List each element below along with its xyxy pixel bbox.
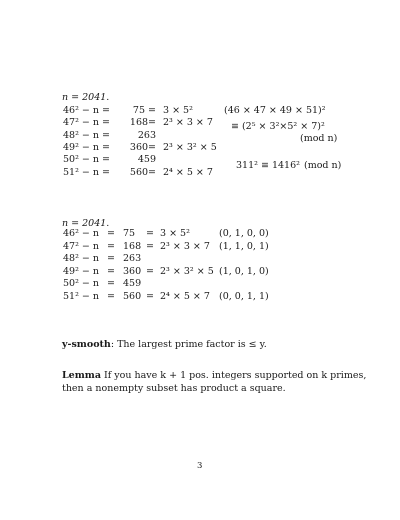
b2-value: 560 (123, 291, 142, 302)
b1-lhs: 46² − n = (63, 105, 110, 116)
b2-eq2: = (146, 265, 154, 277)
b2-value: 360 (123, 265, 142, 277)
lemma-label: Lemma (62, 370, 101, 381)
b2-value: 75 (123, 228, 136, 239)
b1-value: 360= (129, 141, 156, 153)
lemma-line2: then a nonempty subset has product a square. (62, 383, 286, 394)
block1-right-mod1: (mod n) (300, 133, 338, 144)
b2-value: 168 (123, 240, 142, 252)
b1-value: 168= (129, 117, 156, 129)
b2-eq: = (107, 253, 115, 265)
b1-value: 263 (137, 129, 156, 141)
definition-term: y-smooth (62, 339, 111, 350)
b2-lhs: 47² − n (63, 240, 100, 252)
b2-value: 459 (123, 278, 142, 290)
b2-vector: (1, 0, 1, 0) (219, 265, 269, 277)
b2-eq: = (107, 228, 115, 239)
b2-vector: (0, 1, 0, 0) (219, 228, 269, 239)
lemma-line1 (62, 371, 366, 381)
b2-eq2: = (146, 291, 154, 302)
b2-vector: (0, 0, 1, 1) (219, 291, 269, 302)
b1-lhs: 51² − n = (63, 166, 110, 178)
b2-factorization: 2³ × 3 × 7 (160, 240, 210, 252)
b1-factorization: 2⁴ × 5 × 7 (163, 166, 213, 178)
b2-eq: = (107, 240, 115, 252)
page-number: 3 (197, 461, 203, 471)
b2-eq: = (107, 278, 115, 290)
b2-lhs: 51² − n (63, 291, 100, 302)
b2-eq: = (107, 291, 115, 302)
b1-lhs: 50² − n = (63, 154, 110, 166)
b1-factorization: 3 × 5² (163, 105, 193, 116)
definition-line (62, 340, 267, 350)
b2-value: 263 (123, 253, 142, 265)
block1-right-line2: ≡ (2⁵ × 3²×5² × 7)² (231, 121, 325, 132)
b2-eq: = (107, 265, 115, 277)
definition-text: : The largest prime factor is ≤ y. (110, 339, 267, 350)
b1-factorization: 2³ × 3 × 7 (163, 117, 213, 129)
block1-right-mod2: (mod n) (304, 160, 342, 171)
b2-factorization: 3 × 5² (160, 228, 190, 239)
b2-lhs: 48² − n (63, 253, 100, 265)
b1-value: 560= (129, 166, 156, 178)
b2-eq2: = (146, 228, 154, 239)
b2-lhs: 46² − n (63, 228, 100, 239)
b2-vector: (1, 1, 0, 1) (219, 240, 269, 252)
b2-lhs: 49² − n (63, 265, 100, 277)
b1-lhs: 49² − n = (63, 141, 110, 153)
block1-n-line: n = 2041. (62, 92, 110, 103)
b1-factorization: 2³ × 3² × 5 (163, 141, 217, 153)
b1-lhs: 48² − n = (63, 129, 110, 141)
lemma-text-1: If you have k + 1 pos. integers supported on k primes, (100, 370, 367, 381)
b2-factorization: 2³ × 3² × 5 (160, 265, 214, 277)
b1-lhs: 47² − n = (63, 117, 110, 129)
block1-right-line1: (46 × 47 × 49 × 51)² (224, 105, 326, 116)
b2-factorization: 2⁴ × 5 × 7 (160, 291, 210, 302)
b2-lhs: 50² − n (63, 278, 100, 290)
block1-right-line3: 311² ≡ 1416² (236, 160, 300, 171)
b2-eq2: = (146, 240, 154, 252)
b1-value: 459 (137, 154, 156, 166)
b1-value: 75 = (132, 105, 156, 116)
block2-n-line: n = 2041. (62, 218, 110, 229)
